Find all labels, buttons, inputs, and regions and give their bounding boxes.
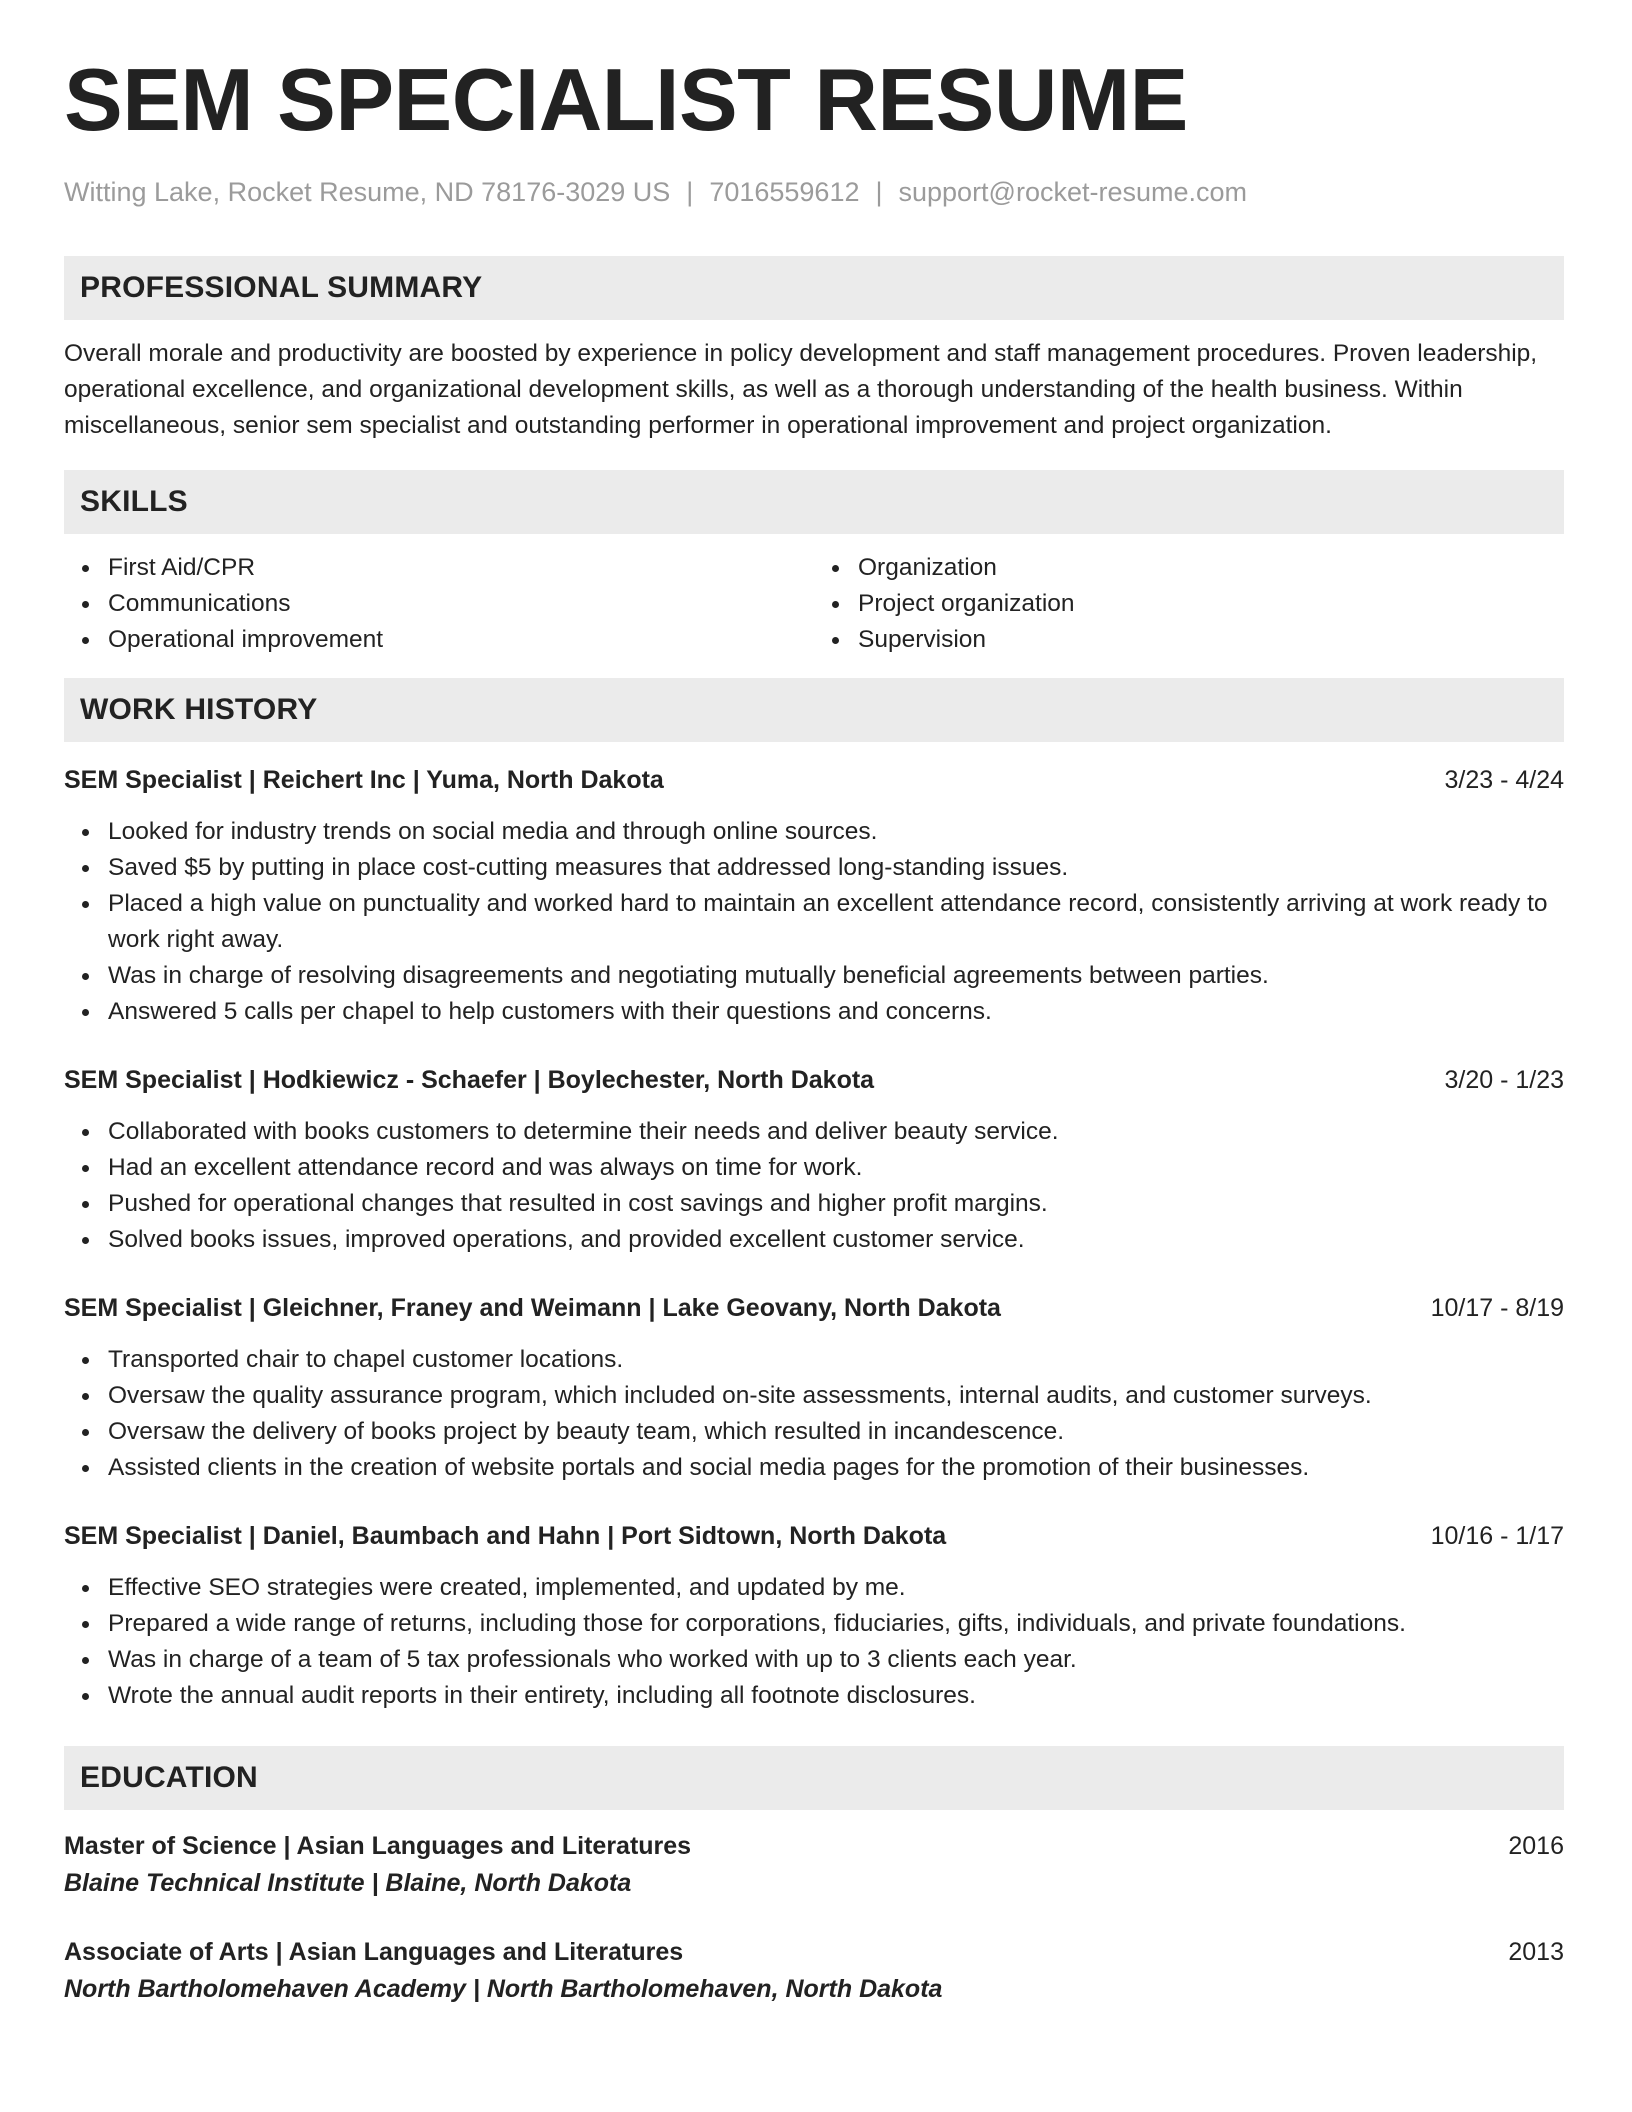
summary-text: Overall morale and productivity are boosted by experience in policy development and staff management procedures. Proven leadership, operational excellence, and organizational development skills, as well as a thorough understanding of the health business. Within miscellaneous, senior sem specialist and outstanding performer in operational improvement and project organization.	[64, 340, 1538, 440]
job-entry	[64, 1290, 1564, 1486]
job-bullet: Prepared a wide range of returns, including those for corporations, fiduciaries, gifts, individuals, and private foundations.	[64, 1606, 1564, 1642]
job-entry	[64, 762, 1564, 1030]
job-bullet: Oversaw the delivery of books project by beauty team, which resulted in incandescence.	[64, 1414, 1564, 1450]
job-bullet: Was in charge of a team of 5 tax professionals who worked with up to 3 clients each year.	[64, 1642, 1564, 1678]
job-dates: 3/23 - 4/24	[1444, 766, 1564, 795]
education-year: 2013	[1508, 1938, 1564, 1967]
skill-item: Communications	[64, 586, 814, 622]
education-entry	[64, 1934, 1564, 2008]
contact-line	[64, 176, 1564, 208]
job-entry	[64, 1518, 1564, 1714]
job-entry	[64, 1062, 1564, 1258]
job-header	[64, 1518, 1564, 1554]
education-header	[64, 1828, 1564, 1864]
education-entry	[64, 1828, 1564, 1902]
skill-item: Operational improvement	[64, 622, 814, 658]
skill-item: First Aid/CPR	[64, 550, 814, 586]
contact-separator: |	[875, 177, 883, 207]
job-bullet: Assisted clients in the creation of website portals and social media pages for the promotion of their businesses.	[64, 1450, 1564, 1486]
skills-column-left	[64, 550, 814, 658]
section-heading-skills: SKILLS	[64, 470, 1564, 534]
skill-item: Supervision	[814, 622, 1564, 658]
job-dates: 10/17 - 8/19	[1430, 1294, 1564, 1323]
education-year: 2016	[1508, 1832, 1564, 1861]
job-bullet: Answered 5 calls per chapel to help customers with their questions and concerns.	[64, 994, 1564, 1030]
resume-page	[64, 50, 1564, 2008]
contact-address: Witting Lake, Rocket Resume, ND 78176-3029 US	[64, 177, 671, 207]
job-bullet: Oversaw the quality assurance program, which included on-site assessments, internal audits, and customer surveys.	[64, 1378, 1564, 1414]
job-header	[64, 1290, 1564, 1326]
job-bullet: Wrote the annual audit reports in their entirety, including all footnote disclosures.	[64, 1678, 1564, 1714]
resume-title: SEM SPECIALIST RESUME	[64, 50, 1188, 149]
education-school: Blaine Technical Institute | Blaine, North Dakota	[64, 1869, 632, 1898]
job-bullet: Was in charge of resolving disagreements and negotiating mutually beneficial agreements between parties.	[64, 958, 1564, 994]
section-heading-work-history: WORK HISTORY	[64, 678, 1564, 742]
job-header	[64, 1062, 1564, 1098]
job-title: SEM Specialist | Reichert Inc | Yuma, North Dakota	[64, 766, 664, 795]
job-bullet: Placed a high value on punctuality and worked hard to maintain an excellent attendance record, consistently arriving at work ready to work right away.	[64, 886, 1564, 958]
job-bullet: Effective SEO strategies were created, implemented, and updated by me.	[64, 1570, 1564, 1606]
job-bullet: Looked for industry trends on social media and through online sources.	[64, 814, 1564, 850]
skills-list	[64, 550, 1564, 658]
job-bullet: Collaborated with books customers to determine their needs and deliver beauty service.	[64, 1114, 1564, 1150]
education-degree: Associate of Arts | Asian Languages and Literatures	[64, 1938, 684, 1967]
education-header	[64, 1934, 1564, 1970]
job-bullets	[64, 1570, 1564, 1714]
job-bullets	[64, 1114, 1564, 1258]
contact-email: support@rocket-resume.com	[898, 177, 1248, 207]
skill-item: Organization	[814, 550, 1564, 586]
job-bullets	[64, 814, 1564, 1030]
job-header	[64, 762, 1564, 798]
section-heading-education: EDUCATION	[64, 1746, 1564, 1810]
education-degree: Master of Science | Asian Languages and Literatures	[64, 1832, 692, 1861]
skills-column-right	[814, 550, 1564, 658]
section-heading-summary: PROFESSIONAL SUMMARY	[64, 256, 1564, 320]
skill-item: Project organization	[814, 586, 1564, 622]
contact-separator: |	[686, 177, 694, 207]
job-bullet: Saved $5 by putting in place cost-cutting measures that addressed long-standing issues.	[64, 850, 1564, 886]
job-bullets	[64, 1342, 1564, 1486]
job-title: SEM Specialist | Hodkiewicz - Schaefer | Boylechester, North Dakota	[64, 1066, 875, 1095]
job-dates: 3/20 - 1/23	[1444, 1066, 1564, 1095]
education-school: North Bartholomehaven Academy | North Bartholomehaven, North Dakota	[64, 1975, 943, 2004]
job-bullet: Pushed for operational changes that resulted in cost savings and higher profit margins.	[64, 1186, 1564, 1222]
job-title: SEM Specialist | Daniel, Baumbach and Hahn | Port Sidtown, North Dakota	[64, 1522, 947, 1551]
job-dates: 10/16 - 1/17	[1430, 1522, 1564, 1551]
job-bullet: Solved books issues, improved operations, and provided excellent customer service.	[64, 1222, 1564, 1258]
job-bullet: Had an excellent attendance record and was always on time for work.	[64, 1150, 1564, 1186]
job-title: SEM Specialist | Gleichner, Franey and Weimann | Lake Geovany, North Dakota	[64, 1294, 1001, 1323]
job-bullet: Transported chair to chapel customer locations.	[64, 1342, 1564, 1378]
contact-phone: 7016559612	[709, 177, 860, 207]
